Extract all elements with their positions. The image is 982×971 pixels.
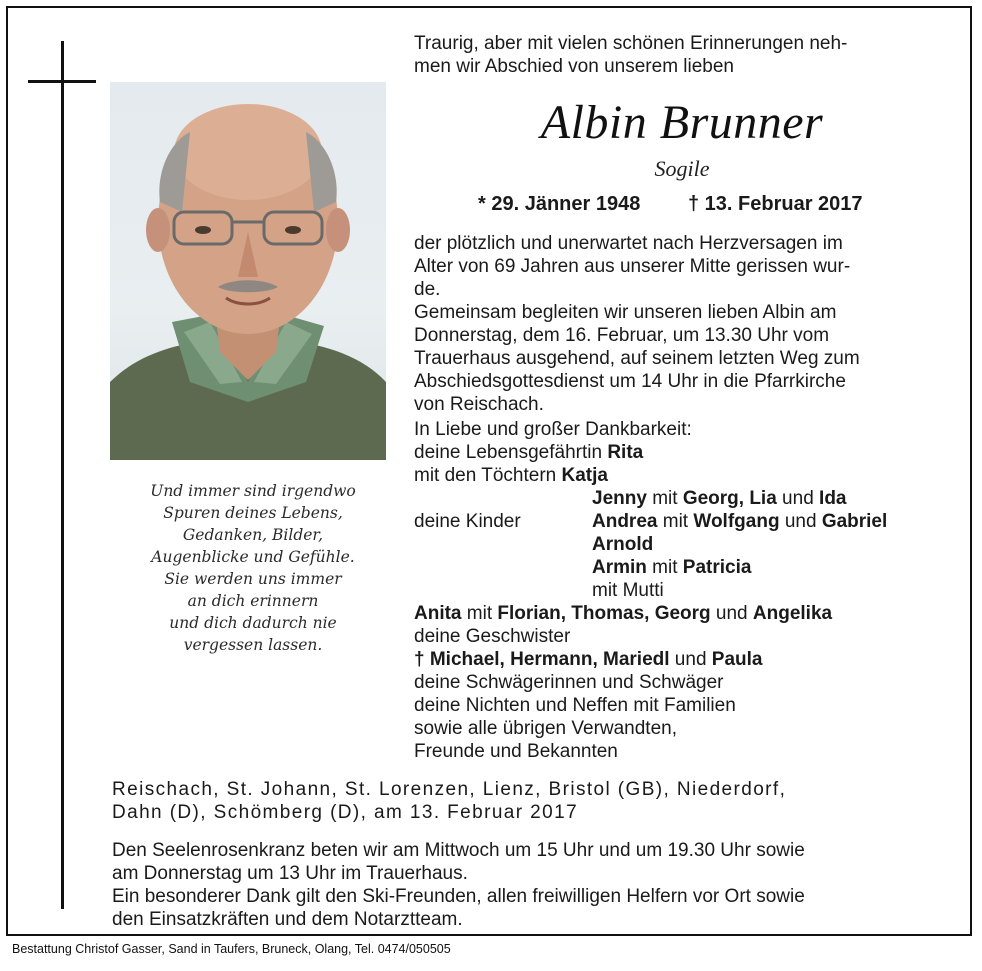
andrea-line bbox=[592, 510, 887, 533]
anita-family: Florian, Thomas, Georg bbox=[497, 603, 711, 624]
quote-line: und dich dadurch nie bbox=[169, 614, 337, 632]
partner-name: Rita bbox=[607, 442, 644, 463]
relatives-line: sowie alle übrigen Verwandten, bbox=[414, 718, 678, 739]
siblings-label: deine Geschwister bbox=[414, 626, 571, 647]
and-text: und bbox=[779, 511, 822, 532]
death-date: † 13. Februar 2017 bbox=[688, 193, 863, 215]
intro-text bbox=[414, 32, 847, 78]
friends-line: Freunde und Bekannten bbox=[414, 741, 618, 762]
arnold-name: Arnold bbox=[592, 534, 654, 555]
cross-icon-horizontal bbox=[28, 80, 96, 83]
with-text: mit bbox=[461, 603, 498, 624]
intro-line: men wir Abschied von unserem lieben bbox=[414, 56, 735, 77]
jenny-line bbox=[592, 487, 847, 510]
and-text: und bbox=[669, 649, 712, 670]
siblings-line bbox=[414, 648, 763, 671]
daughters-name: Katja bbox=[561, 465, 608, 486]
places-date bbox=[112, 778, 786, 824]
cross-icon-vertical bbox=[61, 41, 64, 909]
body-line: Trauerhaus ausgehend, auf seinem letzten Weg zum bbox=[414, 348, 860, 369]
daughters-line bbox=[414, 464, 608, 487]
with-text: mit bbox=[646, 488, 683, 509]
angelika-name: Angelika bbox=[752, 603, 833, 624]
rosary-text bbox=[112, 839, 805, 931]
quote-line: Sie werden uns immer bbox=[164, 570, 342, 588]
daughters-text: mit den Töchtern bbox=[414, 465, 562, 486]
rosary-line: Ein besonderer Dank gilt den Ski-Freunden, allen freiwilligen Helfern vor Ort sowie bbox=[112, 886, 805, 907]
places-line: Dahn (D), Schömberg (D), am 13. Februar 2017 bbox=[112, 802, 579, 823]
armin-line bbox=[592, 556, 751, 579]
gabriel-name: Gabriel bbox=[821, 511, 888, 532]
anita-line bbox=[414, 602, 832, 625]
ida-name: Ida bbox=[819, 488, 847, 509]
body-line: Abschiedsgottesdienst um 14 Uhr in die Pfarrkirche bbox=[414, 371, 846, 392]
portrait-photo bbox=[110, 82, 386, 460]
deceased-nickname: Sogile bbox=[654, 156, 710, 181]
quote-line: vergessen lassen. bbox=[183, 636, 323, 654]
memorial-quote bbox=[118, 480, 388, 656]
and-text: und bbox=[710, 603, 753, 624]
andrea-name: Andrea bbox=[592, 511, 658, 532]
rosary-line: Den Seelenrosenkranz beten wir am Mittwoch um 15 Uhr und um 19.30 Uhr sowie bbox=[112, 840, 805, 861]
quote-line: Und immer sind irgendwo bbox=[150, 482, 356, 500]
announcement-text bbox=[414, 232, 860, 416]
with-text: mit bbox=[646, 557, 683, 578]
quote-line: an dich erinnern bbox=[187, 592, 319, 610]
paula-name: Paula bbox=[711, 649, 763, 670]
quote-line: Gedanken, Bilder, bbox=[182, 526, 324, 544]
anita-name: Anita bbox=[414, 603, 462, 624]
armin-name: Armin bbox=[592, 557, 647, 578]
body-line: von Reischach. bbox=[414, 394, 544, 415]
inlaws-line: deine Schwägerinnen und Schwäger bbox=[414, 672, 724, 693]
mutti-line: mit Mutti bbox=[592, 580, 664, 601]
body-line: Gemeinsam begleiten wir unseren lieben Albin am bbox=[414, 302, 837, 323]
body-line: der plötzlich und unerwartet nach Herzversagen im bbox=[414, 233, 843, 254]
quote-line: Spuren deines Lebens, bbox=[163, 504, 343, 522]
body-line: Donnerstag, dem 16. Februar, um 13.30 Uhr vom bbox=[414, 325, 830, 346]
with-text: mit bbox=[657, 511, 694, 532]
siblings-names: † Michael, Hermann, Mariedl bbox=[414, 649, 670, 670]
intro-line: Traurig, aber mit vielen schönen Erinnerungen neh- bbox=[414, 33, 848, 54]
children-label: deine Kinder bbox=[414, 511, 521, 532]
funeral-home-footer: Bestattung Christof Gasser, Sand in Taufers, Bruneck, Olang, Tel. 0474/050505 bbox=[12, 942, 451, 956]
jenny-name: Jenny bbox=[592, 488, 647, 509]
rosary-line: am Donnerstag um 13 Uhr im Trauerhaus. bbox=[112, 863, 468, 884]
body-line: Alter von 69 Jahren aus unserer Mitte gerissen wur- bbox=[414, 256, 851, 277]
quote-line: Augenblicke und Gefühle. bbox=[151, 548, 355, 566]
wolfgang-name: Wolfgang bbox=[693, 511, 780, 532]
partner-line bbox=[414, 441, 643, 464]
partner-text: deine Lebensgefährtin bbox=[414, 442, 608, 463]
rosary-line: den Einsatzkräften und dem Notarztteam. bbox=[112, 909, 463, 930]
birth-date: * 29. Jänner 1948 bbox=[478, 193, 641, 215]
body-line: de. bbox=[414, 279, 441, 300]
and-text: und bbox=[776, 488, 820, 509]
thanks-line: In Liebe und großer Dankbarkeit: bbox=[414, 419, 692, 440]
nieces-line: deine Nichten und Neffen mit Familien bbox=[414, 695, 736, 716]
patricia-name: Patricia bbox=[682, 557, 752, 578]
jenny-partners: Georg, Lia bbox=[682, 488, 777, 509]
places-line: Reischach, St. Johann, St. Lorenzen, Lienz, Bristol (GB), Niederdorf, bbox=[112, 779, 787, 800]
deceased-name: Albin Brunner bbox=[540, 96, 824, 149]
